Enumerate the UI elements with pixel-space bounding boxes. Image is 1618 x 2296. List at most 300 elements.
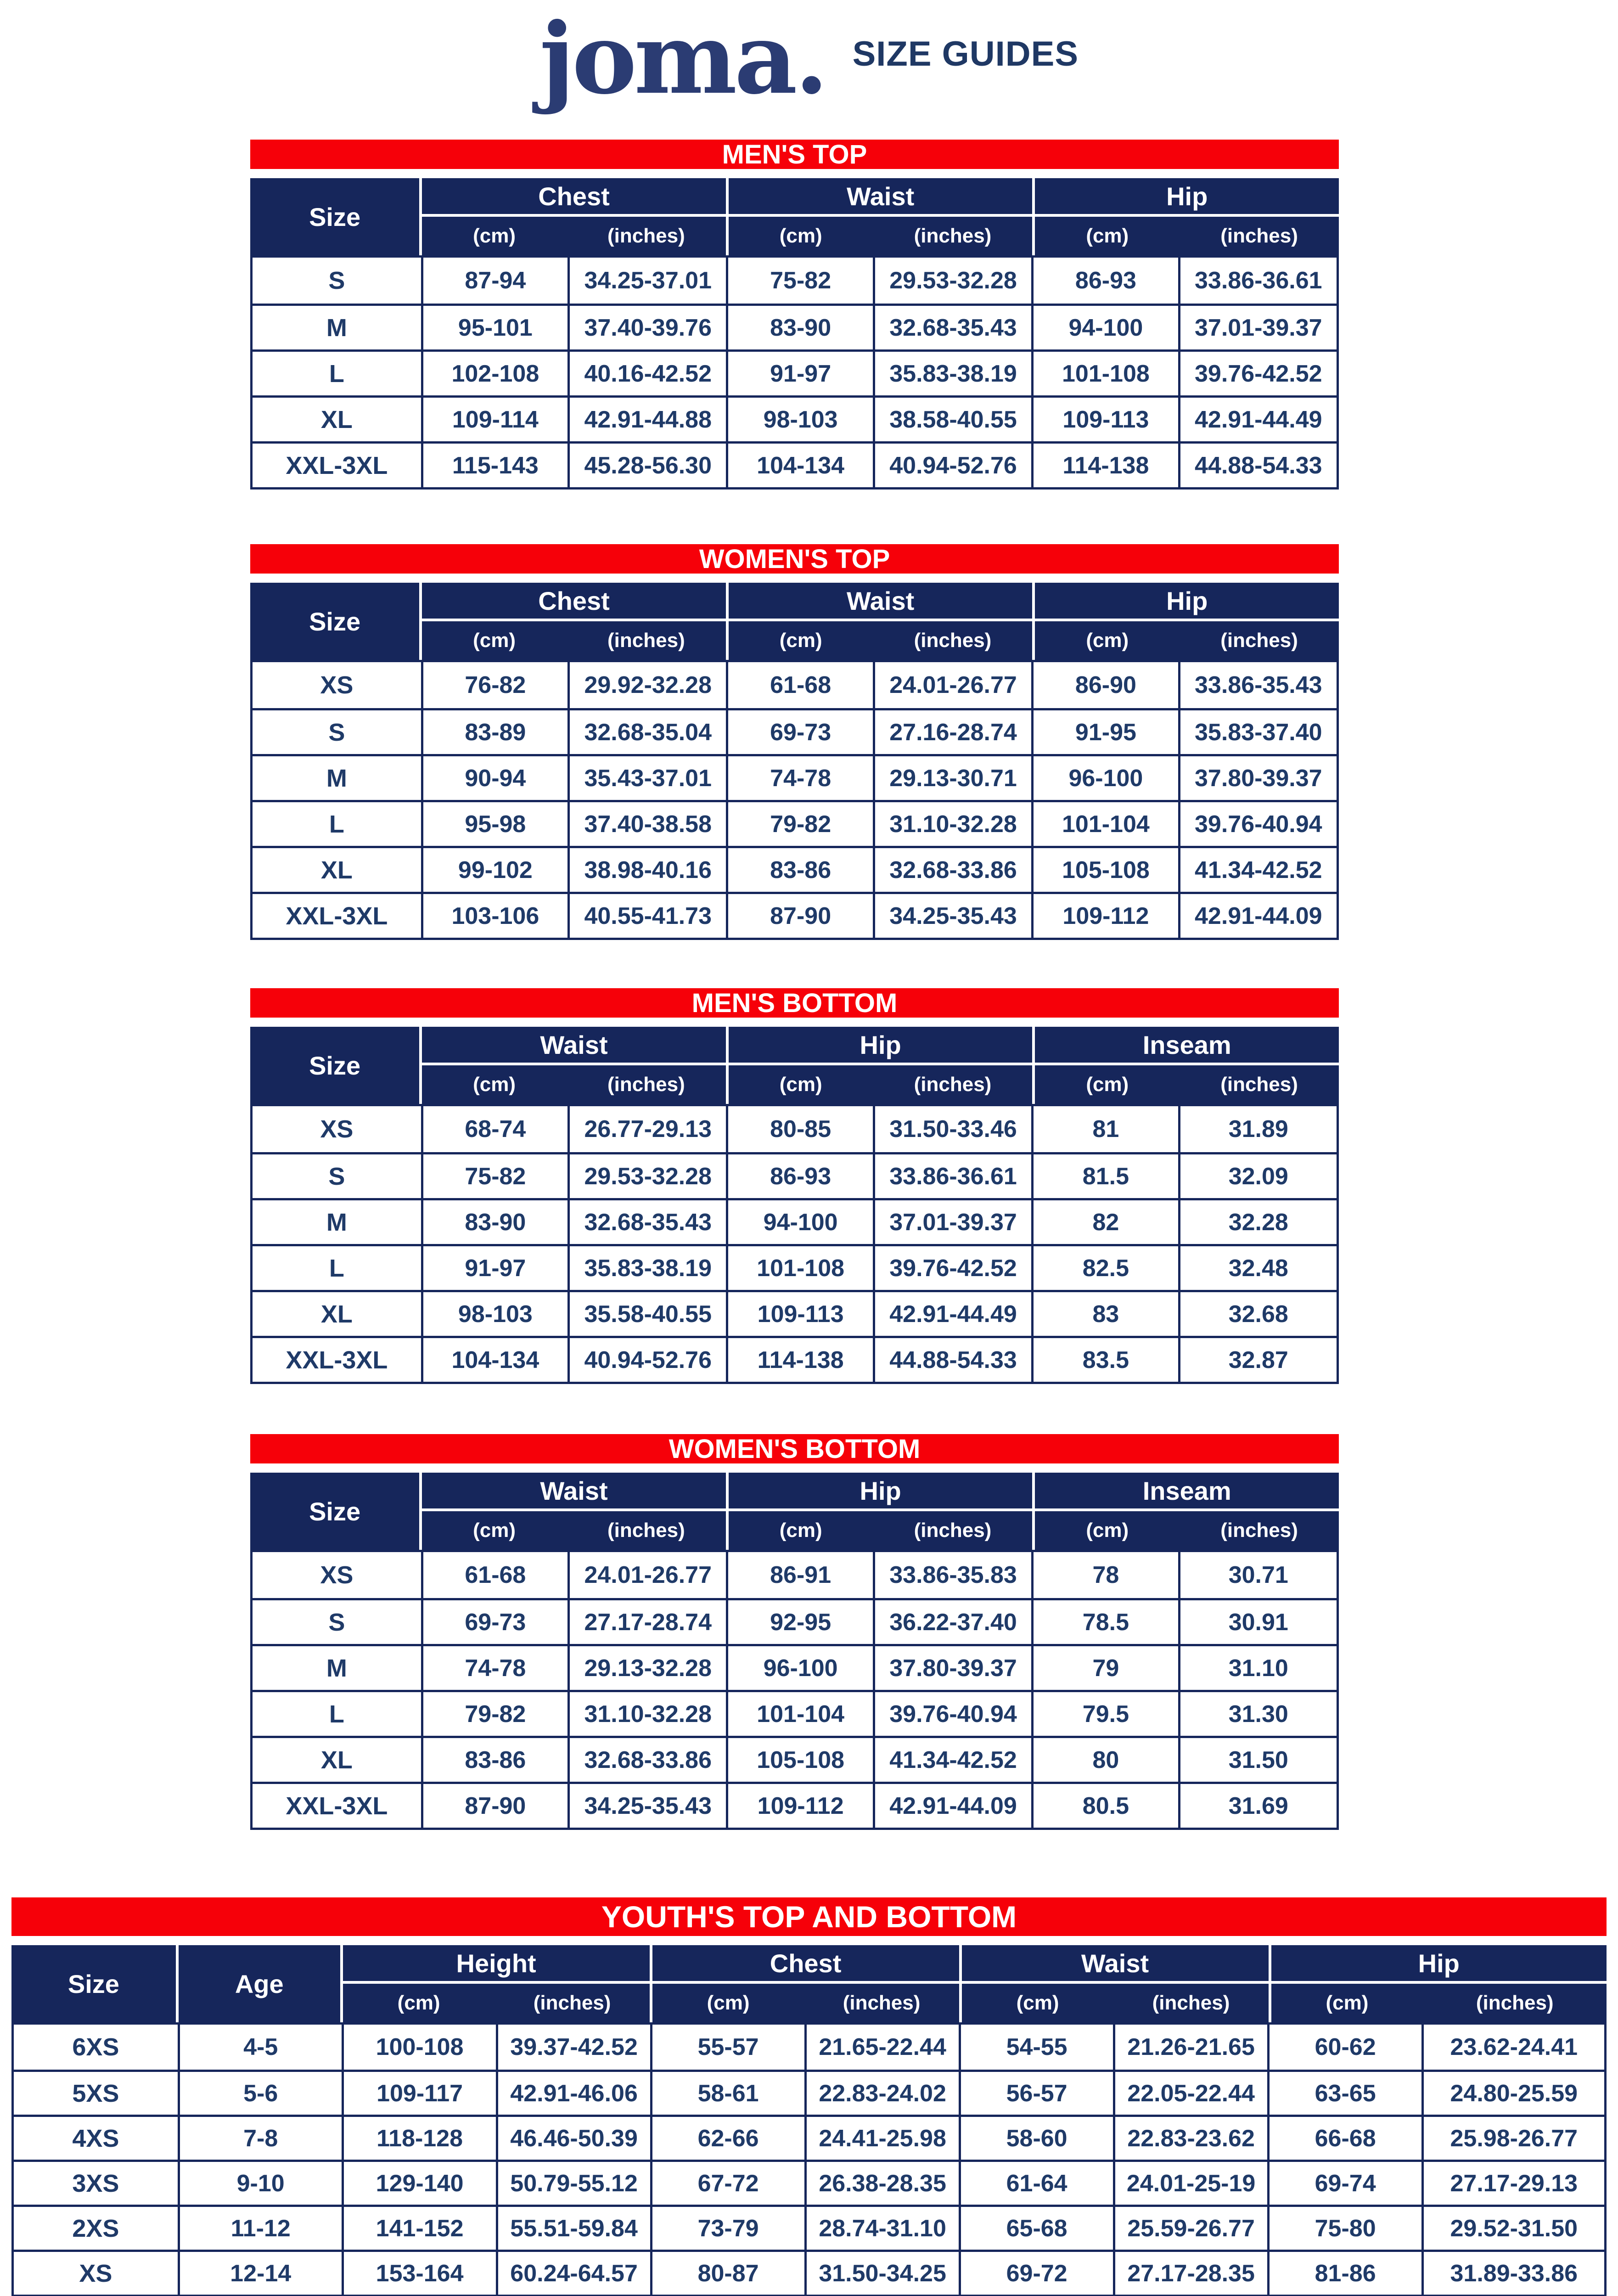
data-cell: 29.53-32.28 bbox=[567, 1152, 726, 1198]
page-title: SIZE GUIDES bbox=[852, 34, 1079, 73]
data-cell: 32.68-35.43 bbox=[567, 1198, 726, 1244]
data-cell: 69-73 bbox=[421, 1598, 567, 1644]
data-cell: 60.24-64.57 bbox=[496, 2250, 650, 2295]
womens-bottom-title-bar bbox=[250, 1434, 1339, 1463]
womens-top-table bbox=[250, 544, 1339, 940]
data-cell: 105-108 bbox=[726, 1736, 872, 1782]
data-cell: 78 bbox=[1031, 1552, 1178, 1598]
cm-unit-header: (cm) bbox=[726, 1065, 873, 1104]
data-cell: 109-112 bbox=[726, 1782, 872, 1828]
data-cell: 80-85 bbox=[726, 1106, 872, 1152]
size-cell: XS bbox=[320, 1561, 354, 1589]
cm-unit-header: (cm) bbox=[1269, 1984, 1423, 2022]
size-column-header: Size bbox=[309, 1497, 361, 1526]
data-cell: 67-72 bbox=[650, 2160, 804, 2205]
cm-unit-header: (cm) bbox=[1032, 1065, 1180, 1104]
data-cell: 24.01-25-19 bbox=[1113, 2160, 1267, 2205]
data-cell: 26.38-28.35 bbox=[804, 2160, 959, 2205]
data-cell: 118-128 bbox=[342, 2115, 496, 2160]
inches-unit-header: (inches) bbox=[914, 1519, 992, 1542]
data-cell: 29.53-32.28 bbox=[873, 258, 1031, 304]
inseam-group-header: Inseam bbox=[1032, 1027, 1339, 1065]
data-cell: 25.98-26.77 bbox=[1421, 2115, 1604, 2160]
data-cell: 95-101 bbox=[421, 304, 567, 349]
data-cell: 83-90 bbox=[421, 1198, 567, 1244]
table-title: WOMEN'S BOTTOM bbox=[669, 1434, 921, 1464]
data-cell: 87-90 bbox=[421, 1782, 567, 1828]
data-cell: 39.76-42.52 bbox=[873, 1244, 1031, 1290]
data-cell: 35.83-37.40 bbox=[1178, 708, 1337, 754]
table-title: MEN'S BOTTOM bbox=[691, 988, 898, 1018]
womens-top-body bbox=[250, 660, 1339, 940]
data-cell: 83-86 bbox=[421, 1736, 567, 1782]
inches-unit-header: (inches) bbox=[1152, 1992, 1230, 2014]
data-cell: 101-104 bbox=[1031, 800, 1178, 846]
data-cell: 80.5 bbox=[1031, 1782, 1178, 1828]
inseam-group-header: Inseam bbox=[1032, 1473, 1339, 1511]
data-cell: 32.68-35.43 bbox=[873, 304, 1031, 349]
size-column-header: Size bbox=[67, 1969, 119, 1998]
chest-group-header: Chest bbox=[650, 1945, 959, 1984]
data-cell: 31.50-34.25 bbox=[804, 2250, 959, 2295]
data-cell: 32.28 bbox=[1178, 1198, 1337, 1244]
data-cell: 27.16-28.74 bbox=[873, 708, 1031, 754]
data-cell: 63-65 bbox=[1267, 2070, 1421, 2115]
data-cell: 86-90 bbox=[1031, 662, 1178, 708]
data-cell: 87-90 bbox=[726, 892, 872, 938]
data-cell: 62-66 bbox=[650, 2115, 804, 2160]
hip-group-header: Hip bbox=[1032, 583, 1339, 621]
data-cell: 42.91-44.09 bbox=[1178, 892, 1337, 938]
size-cell: M bbox=[253, 1198, 421, 1244]
data-cell: 32.68 bbox=[1178, 1290, 1337, 1336]
hip-group-header: Hip bbox=[1269, 1945, 1607, 1984]
size-cell: XL bbox=[253, 395, 421, 441]
inches-unit-header: (inches) bbox=[1220, 629, 1298, 652]
womens-bottom-header bbox=[250, 1473, 1339, 1550]
inches-unit-header: (inches) bbox=[1220, 1519, 1298, 1542]
data-cell: 24.01-26.77 bbox=[873, 662, 1031, 708]
data-cell: 109-117 bbox=[342, 2070, 496, 2115]
data-cell: 90-94 bbox=[421, 754, 567, 800]
size-cell: XS bbox=[14, 2250, 178, 2295]
data-cell: 41.34-42.52 bbox=[873, 1736, 1031, 1782]
size-cell: XL bbox=[253, 1290, 421, 1336]
header-brand-row bbox=[0, 0, 1618, 116]
data-cell: 45.28-56.30 bbox=[567, 441, 726, 487]
hip-group-header: Hip bbox=[726, 1027, 1033, 1065]
data-cell: 29.13-32.28 bbox=[567, 1644, 726, 1690]
data-cell: 102-108 bbox=[421, 349, 567, 395]
data-cell: 79.5 bbox=[1031, 1690, 1178, 1736]
data-cell: 34.25-37.01 bbox=[567, 258, 726, 304]
data-cell: 32.87 bbox=[1178, 1336, 1337, 1382]
data-cell: 83-86 bbox=[726, 846, 872, 892]
youths-body bbox=[11, 2022, 1607, 2296]
data-cell: 31.89 bbox=[1178, 1106, 1337, 1152]
joma-logo: joma. bbox=[539, 1, 826, 116]
data-cell: 69-74 bbox=[1267, 2160, 1421, 2205]
data-cell: 31.50 bbox=[1178, 1736, 1337, 1782]
size-cell: L bbox=[253, 1244, 421, 1290]
data-cell: 29.13-30.71 bbox=[873, 754, 1031, 800]
data-cell: 114-138 bbox=[726, 1336, 872, 1382]
cm-unit-header: (cm) bbox=[419, 1065, 567, 1104]
data-cell: 32.48 bbox=[1178, 1244, 1337, 1290]
cm-unit-header: (cm) bbox=[340, 1984, 495, 2022]
data-cell: 80-87 bbox=[650, 2250, 804, 2295]
size-cell: S bbox=[253, 708, 421, 754]
data-cell: 37.80-39.37 bbox=[1178, 754, 1337, 800]
size-cell: 6XS bbox=[72, 2033, 119, 2061]
youths-header bbox=[11, 1945, 1607, 2022]
data-cell: 31.69 bbox=[1178, 1782, 1337, 1828]
data-cell: 61-68 bbox=[421, 1552, 567, 1598]
data-cell: 55.51-59.84 bbox=[496, 2205, 650, 2250]
data-cell: 68-74 bbox=[421, 1106, 567, 1152]
inches-unit-header: (inches) bbox=[1476, 1992, 1554, 2014]
data-cell: 78.5 bbox=[1031, 1598, 1178, 1644]
data-cell: 24.80-25.59 bbox=[1421, 2070, 1604, 2115]
data-cell: 36.22-37.40 bbox=[873, 1598, 1031, 1644]
size-column-header: Size bbox=[309, 607, 361, 636]
mens-top-header bbox=[250, 178, 1339, 255]
cm-unit-header: (cm) bbox=[1032, 217, 1180, 255]
data-cell: 96-100 bbox=[1031, 754, 1178, 800]
data-cell: 86-91 bbox=[726, 1552, 872, 1598]
data-cell: 28.74-31.10 bbox=[804, 2205, 959, 2250]
hip-group-header: Hip bbox=[1032, 178, 1339, 217]
data-cell: 96-100 bbox=[726, 1644, 872, 1690]
data-cell: 91-97 bbox=[726, 349, 872, 395]
age-cell: 12-14 bbox=[178, 2250, 342, 2295]
table-title: YOUTH'S TOP AND BOTTOM bbox=[601, 1900, 1017, 1934]
size-cell: S bbox=[253, 1152, 421, 1198]
data-cell: 42.91-44.49 bbox=[1178, 395, 1337, 441]
waist-group-header: Waist bbox=[726, 583, 1033, 621]
data-cell: 44.88-54.33 bbox=[1178, 441, 1337, 487]
data-cell: 33.86-35.83 bbox=[873, 1552, 1031, 1598]
size-cell: XL bbox=[253, 846, 421, 892]
size-cell: XS bbox=[320, 671, 354, 699]
age-cell: 11-12 bbox=[178, 2205, 342, 2250]
data-cell: 98-103 bbox=[726, 395, 872, 441]
data-cell: 109-113 bbox=[726, 1290, 872, 1336]
data-cell: 33.86-36.61 bbox=[873, 1152, 1031, 1198]
data-cell: 91-97 bbox=[421, 1244, 567, 1290]
size-cell: XXL-3XL bbox=[253, 441, 421, 487]
data-cell: 27.17-28.74 bbox=[567, 1598, 726, 1644]
data-cell: 33.86-36.61 bbox=[1178, 258, 1337, 304]
data-cell: 33.86-35.43 bbox=[1178, 662, 1337, 708]
data-cell: 86-93 bbox=[1031, 258, 1178, 304]
data-cell: 29.92-32.28 bbox=[567, 662, 726, 708]
data-cell: 99-102 bbox=[421, 846, 567, 892]
chest-group-header: Chest bbox=[419, 178, 726, 217]
data-cell: 42.91-46.06 bbox=[496, 2070, 650, 2115]
data-cell: 69-72 bbox=[959, 2250, 1113, 2295]
size-cell: 2XS bbox=[14, 2205, 178, 2250]
data-cell: 115-143 bbox=[421, 441, 567, 487]
data-cell: 114-138 bbox=[1031, 441, 1178, 487]
size-cell: 5XS bbox=[14, 2070, 178, 2115]
data-cell: 32.68-35.04 bbox=[567, 708, 726, 754]
data-cell: 129-140 bbox=[342, 2160, 496, 2205]
youths-top-and-bottom-table bbox=[11, 1897, 1607, 2296]
data-cell: 35.83-38.19 bbox=[567, 1244, 726, 1290]
waist-group-header: Waist bbox=[959, 1945, 1269, 1984]
size-cell: XXL-3XL bbox=[253, 1782, 421, 1828]
data-cell: 101-108 bbox=[726, 1244, 872, 1290]
size-column-header: Size bbox=[309, 202, 361, 231]
mens-top-body bbox=[250, 255, 1339, 490]
data-cell: 42.91-44.49 bbox=[873, 1290, 1031, 1336]
data-cell: 38.58-40.55 bbox=[873, 395, 1031, 441]
data-cell: 95-98 bbox=[421, 800, 567, 846]
cm-unit-header: (cm) bbox=[419, 1511, 567, 1550]
womens-bottom-table bbox=[250, 1434, 1339, 1830]
mens-top-title-bar bbox=[250, 140, 1339, 169]
data-cell: 74-78 bbox=[726, 754, 872, 800]
data-cell: 80 bbox=[1031, 1736, 1178, 1782]
womens-top-title-bar bbox=[250, 544, 1339, 574]
data-cell: 94-100 bbox=[1031, 304, 1178, 349]
size-cell: L bbox=[253, 349, 421, 395]
data-cell: 39.76-42.52 bbox=[1178, 349, 1337, 395]
data-cell: 75-82 bbox=[726, 258, 872, 304]
data-cell: 40.94-52.76 bbox=[873, 441, 1031, 487]
data-cell: 81 bbox=[1031, 1106, 1178, 1152]
data-cell: 103-106 bbox=[421, 892, 567, 938]
inches-unit-header: (inches) bbox=[1220, 225, 1298, 247]
data-cell: 94-100 bbox=[726, 1198, 872, 1244]
data-cell: 40.16-42.52 bbox=[567, 349, 726, 395]
mens-bottom-title-bar bbox=[250, 988, 1339, 1018]
size-cell: XXL-3XL bbox=[253, 892, 421, 938]
data-cell: 81-86 bbox=[1267, 2250, 1421, 2295]
data-cell: 41.34-42.52 bbox=[1178, 846, 1337, 892]
size-cell: 4XS bbox=[14, 2115, 178, 2160]
cm-unit-header: (cm) bbox=[959, 1984, 1114, 2022]
data-cell: 21.26-21.65 bbox=[1113, 2025, 1267, 2070]
age-column-header: Age bbox=[176, 1945, 340, 2022]
size-cell: S bbox=[253, 1598, 421, 1644]
data-cell: 87-94 bbox=[421, 258, 567, 304]
data-cell: 91-95 bbox=[1031, 708, 1178, 754]
data-cell: 27.17-29.13 bbox=[1421, 2160, 1604, 2205]
data-cell: 27.17-28.35 bbox=[1113, 2250, 1267, 2295]
data-cell: 22.83-23.62 bbox=[1113, 2115, 1267, 2160]
data-cell: 40.94-52.76 bbox=[567, 1336, 726, 1382]
inches-unit-header: (inches) bbox=[607, 225, 685, 247]
inches-unit-header: (inches) bbox=[914, 629, 992, 652]
data-cell: 35.83-38.19 bbox=[873, 349, 1031, 395]
data-cell: 79-82 bbox=[421, 1690, 567, 1736]
age-cell: 4-5 bbox=[178, 2025, 342, 2070]
data-cell: 141-152 bbox=[342, 2205, 496, 2250]
cm-unit-header: (cm) bbox=[726, 1511, 873, 1550]
data-cell: 60-62 bbox=[1267, 2025, 1421, 2070]
data-cell: 39.76-40.94 bbox=[1178, 800, 1337, 846]
data-cell: 83 bbox=[1031, 1290, 1178, 1336]
data-cell: 109-113 bbox=[1031, 395, 1178, 441]
size-cell: M bbox=[253, 754, 421, 800]
data-cell: 109-112 bbox=[1031, 892, 1178, 938]
data-cell: 32.68-33.86 bbox=[567, 1736, 726, 1782]
table-title: WOMEN'S TOP bbox=[699, 544, 890, 574]
data-cell: 22.05-22.44 bbox=[1113, 2070, 1267, 2115]
data-cell: 31.10-32.28 bbox=[873, 800, 1031, 846]
data-cell: 44.88-54.33 bbox=[873, 1336, 1031, 1382]
data-cell: 32.68-33.86 bbox=[873, 846, 1031, 892]
size-cell: L bbox=[253, 1690, 421, 1736]
data-cell: 153-164 bbox=[342, 2250, 496, 2295]
data-cell: 58-61 bbox=[650, 2070, 804, 2115]
data-cell: 38.98-40.16 bbox=[567, 846, 726, 892]
mens-bottom-header bbox=[250, 1027, 1339, 1104]
age-cell: 7-8 bbox=[178, 2115, 342, 2160]
size-cell: 3XS bbox=[14, 2160, 178, 2205]
mens-top-table bbox=[250, 140, 1339, 490]
waist-group-header: Waist bbox=[419, 1473, 726, 1511]
data-cell: 31.10-32.28 bbox=[567, 1690, 726, 1736]
data-cell: 31.10 bbox=[1178, 1644, 1337, 1690]
data-cell: 24.01-26.77 bbox=[567, 1552, 726, 1598]
cm-unit-header: (cm) bbox=[726, 621, 873, 660]
data-cell: 24.41-25.98 bbox=[804, 2115, 959, 2160]
data-cell: 37.01-39.37 bbox=[1178, 304, 1337, 349]
data-cell: 21.65-22.44 bbox=[804, 2025, 959, 2070]
data-cell: 39.76-40.94 bbox=[873, 1690, 1031, 1736]
data-cell: 82 bbox=[1031, 1198, 1178, 1244]
data-cell: 83-89 bbox=[421, 708, 567, 754]
waist-group-header: Waist bbox=[726, 178, 1033, 217]
data-cell: 75-80 bbox=[1267, 2205, 1421, 2250]
inches-unit-header: (inches) bbox=[843, 1992, 921, 2014]
size-cell: M bbox=[253, 304, 421, 349]
inches-unit-header: (inches) bbox=[607, 1073, 685, 1096]
data-cell: 25.59-26.77 bbox=[1113, 2205, 1267, 2250]
cm-unit-header: (cm) bbox=[726, 217, 873, 255]
data-cell: 56-57 bbox=[959, 2070, 1113, 2115]
data-cell: 29.52-31.50 bbox=[1421, 2205, 1604, 2250]
cm-unit-header: (cm) bbox=[1032, 1511, 1180, 1550]
size-cell: XS bbox=[320, 1115, 354, 1143]
data-cell: 35.43-37.01 bbox=[567, 754, 726, 800]
data-cell: 37.80-39.37 bbox=[873, 1644, 1031, 1690]
data-cell: 76-82 bbox=[421, 662, 567, 708]
data-cell: 79 bbox=[1031, 1644, 1178, 1690]
data-cell: 101-104 bbox=[726, 1690, 872, 1736]
data-cell: 32.09 bbox=[1178, 1152, 1337, 1198]
data-cell: 31.50-33.46 bbox=[873, 1106, 1031, 1152]
data-cell: 100-108 bbox=[342, 2025, 496, 2070]
chest-group-header: Chest bbox=[419, 583, 726, 621]
inches-unit-header: (inches) bbox=[914, 1073, 992, 1096]
data-cell: 34.25-35.43 bbox=[567, 1782, 726, 1828]
size-column-header: Size bbox=[309, 1051, 361, 1080]
data-cell: 61-68 bbox=[726, 662, 872, 708]
inches-unit-header: (inches) bbox=[1220, 1073, 1298, 1096]
data-cell: 30.71 bbox=[1178, 1552, 1337, 1598]
inches-unit-header: (inches) bbox=[533, 1992, 611, 2014]
hip-group-header: Hip bbox=[726, 1473, 1033, 1511]
data-cell: 109-114 bbox=[421, 395, 567, 441]
data-cell: 65-68 bbox=[959, 2205, 1113, 2250]
age-cell: 9-10 bbox=[178, 2160, 342, 2205]
data-cell: 104-134 bbox=[726, 441, 872, 487]
data-cell: 79-82 bbox=[726, 800, 872, 846]
data-cell: 101-108 bbox=[1031, 349, 1178, 395]
size-cell: L bbox=[253, 800, 421, 846]
data-cell: 30.91 bbox=[1178, 1598, 1337, 1644]
data-cell: 86-93 bbox=[726, 1152, 872, 1198]
data-cell: 105-108 bbox=[1031, 846, 1178, 892]
data-cell: 31.30 bbox=[1178, 1690, 1337, 1736]
cm-unit-header: (cm) bbox=[419, 621, 567, 660]
data-cell: 83.5 bbox=[1031, 1336, 1178, 1382]
data-cell: 22.83-24.02 bbox=[804, 2070, 959, 2115]
data-cell: 42.91-44.09 bbox=[873, 1782, 1031, 1828]
table-title: MEN'S TOP bbox=[722, 139, 867, 169]
inches-unit-header: (inches) bbox=[914, 225, 992, 247]
waist-group-header: Waist bbox=[419, 1027, 726, 1065]
data-cell: 74-78 bbox=[421, 1644, 567, 1690]
data-cell: 35.58-40.55 bbox=[567, 1290, 726, 1336]
data-cell: 98-103 bbox=[421, 1290, 567, 1336]
womens-bottom-body bbox=[250, 1550, 1339, 1830]
youths-title-bar bbox=[11, 1897, 1607, 1936]
data-cell: 39.37-42.52 bbox=[496, 2025, 650, 2070]
data-cell: 37.40-39.76 bbox=[567, 304, 726, 349]
data-cell: 58-60 bbox=[959, 2115, 1113, 2160]
height-group-header: Height bbox=[340, 1945, 650, 1984]
data-cell: 73-79 bbox=[650, 2205, 804, 2250]
womens-top-header bbox=[250, 583, 1339, 660]
data-cell: 55-57 bbox=[650, 2025, 804, 2070]
data-cell: 23.62-24.41 bbox=[1421, 2025, 1604, 2070]
cm-unit-header: (cm) bbox=[1032, 621, 1180, 660]
data-cell: 46.46-50.39 bbox=[496, 2115, 650, 2160]
cm-unit-header: (cm) bbox=[650, 1984, 804, 2022]
size-cell: XL bbox=[253, 1736, 421, 1782]
data-cell: 26.77-29.13 bbox=[567, 1106, 726, 1152]
data-cell: 37.01-39.37 bbox=[873, 1198, 1031, 1244]
data-cell: 81.5 bbox=[1031, 1152, 1178, 1198]
data-cell: 54-55 bbox=[959, 2025, 1113, 2070]
mens-bottom-table bbox=[250, 988, 1339, 1384]
data-cell: 50.79-55.12 bbox=[496, 2160, 650, 2205]
data-cell: 92-95 bbox=[726, 1598, 872, 1644]
data-cell: 82.5 bbox=[1031, 1244, 1178, 1290]
size-cell: M bbox=[253, 1644, 421, 1690]
data-cell: 66-68 bbox=[1267, 2115, 1421, 2160]
data-cell: 69-73 bbox=[726, 708, 872, 754]
data-cell: 61-64 bbox=[959, 2160, 1113, 2205]
data-cell: 40.55-41.73 bbox=[567, 892, 726, 938]
mens-bottom-body bbox=[250, 1104, 1339, 1384]
inches-unit-header: (inches) bbox=[607, 629, 685, 652]
data-cell: 42.91-44.88 bbox=[567, 395, 726, 441]
data-cell: 37.40-38.58 bbox=[567, 800, 726, 846]
age-cell: 5-6 bbox=[178, 2070, 342, 2115]
inches-unit-header: (inches) bbox=[607, 1519, 685, 1542]
data-cell: 104-134 bbox=[421, 1336, 567, 1382]
data-cell: 75-82 bbox=[421, 1152, 567, 1198]
data-cell: 34.25-35.43 bbox=[873, 892, 1031, 938]
size-cell: XXL-3XL bbox=[253, 1336, 421, 1382]
data-cell: 83-90 bbox=[726, 304, 872, 349]
